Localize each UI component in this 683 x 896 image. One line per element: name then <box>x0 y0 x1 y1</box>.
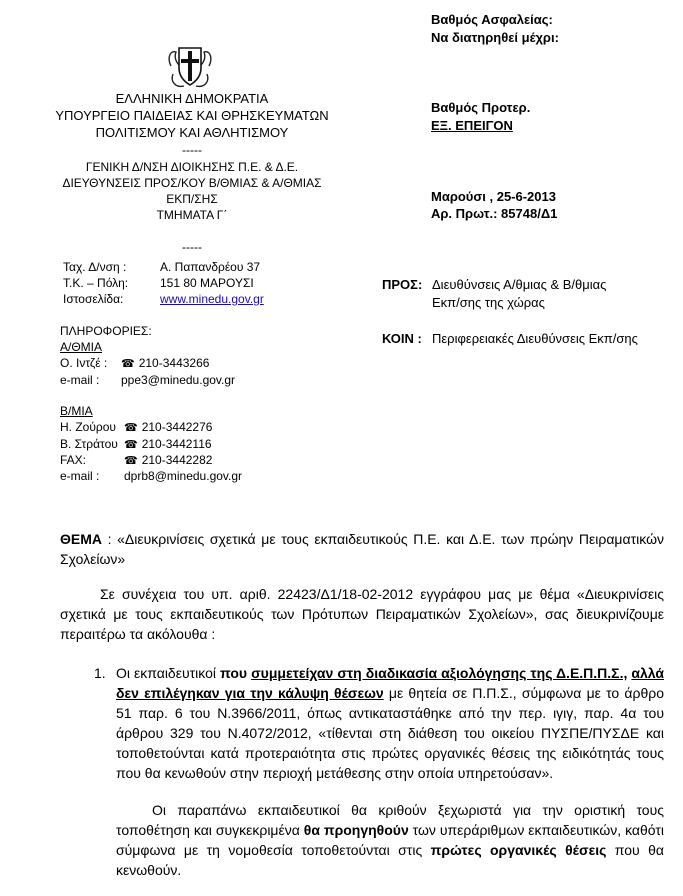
secondary-contact-name-2: Β. Στράτου <box>60 437 118 451</box>
subject-label: ΘΕΜΑ <box>60 531 102 547</box>
fax-label: FAX: <box>60 453 87 467</box>
priority-label: Βαθμός Προτερ. <box>431 100 531 115</box>
department-line-1: ΓΕΝΙΚΗ Δ/ΝΣΗ ΔΙΟΙΚΗΣΗΣ Π.Ε. & Δ.Ε. <box>85 160 299 174</box>
subject <box>60 529 664 569</box>
secondary-email-label: e-mail : <box>60 469 100 483</box>
website-label: Ιστοσελίδα: <box>63 292 124 306</box>
p2-text-c: των υπεράριθμων εκπαιδευτικών, καθότι σύμφωνα με τη νομοθεσία τοποθετούνται στις <box>116 822 664 858</box>
primary-email-label: e-mail : <box>60 373 100 387</box>
subject-text: : «Διευκρινίσεις σχετικά με τους εκπαιδευτικούς Π.Ε. και Δ.Ε. των πρώην Πειραματικών Σχολείων» <box>60 531 664 567</box>
ministry-line-2: ΠΟΛΙΤΙΣΜΟΥ ΚΑΙ ΑΘΛΗΤΙΣΜΟΥ <box>95 125 289 140</box>
protocol-number: Αρ. Πρωτ.: 85748/Δ1 <box>431 206 558 221</box>
fax-number: ☎ 210-3442282 <box>124 453 212 469</box>
p2-text-d: πρώτες οργανικές θέσεις <box>430 842 607 858</box>
p2-text-a: Οι παραπάνω εκπαιδευτικοί θα κριθούν ξεχωριστά για την οριστική τους τοποθέτηση και συγκεκριμένα <box>116 802 664 838</box>
department-line-3: ΕΚΠ/ΣΗΣ <box>166 192 218 206</box>
street-value: Α. Παπανδρέου 37 <box>160 260 261 274</box>
item-1-text-a: Οι εκπαιδευτικοί <box>116 665 221 681</box>
item-1-paragraph <box>116 663 664 783</box>
ministry-line-1: ΥΠΟΥΡΓΕΙΟ ΠΑΙΔΕΙΑΣ ΚΑΙ ΘΡΗΣΚΕΥΜΑΤΩΝ <box>55 108 329 123</box>
retain-until-label: Να διατηρηθεί μέχρι: <box>431 30 559 45</box>
item-1-text-b: που <box>220 665 248 681</box>
department-line-4: ΤΜΗΜΑΤΑ Γ΄ <box>156 208 228 222</box>
info-title: ΠΛΗΡΟΦΟΡΙΕΣ: <box>60 324 152 338</box>
coat-of-arms-icon <box>168 44 212 95</box>
street-label: Ταχ. Δ/νση : <box>63 260 127 274</box>
to-line-2: Εκπ/σης της χώρας <box>432 295 545 310</box>
secondary-email: dprb8@minedu.gov.gr <box>124 469 243 483</box>
secondary-phone-1: ☎ 210-3442276 <box>124 420 212 436</box>
cc-label: ΚΟΙΝ : <box>382 331 422 346</box>
separator: ----- <box>182 143 202 157</box>
website-link[interactable]: www.minedu.gov.gr <box>160 292 264 306</box>
department-line-2: ΔΙΕΥΘΥΝΣΕΙΣ ΠΡΟΣ/ΚΟΥ Β/ΘΜΙΑΣ & Α/ΘΜΙΑΣ <box>62 176 322 190</box>
to-line-1: Διευθύνσεις Α/θμιας & Β/θμιας <box>432 277 607 292</box>
item-1-followup-paragraph <box>116 800 664 880</box>
secondary-phone-2: ☎ 210-3442116 <box>124 437 212 453</box>
intro-paragraph: Σε συνέχεια του υπ. αριθ. 22423/Δ1/18-02-2012 εγγράφου μας με θέμα «Διευκρινίσεις σχετικά με τους εκπαιδευτικούς των Πρότυπων Πειραματικών Σχολείων», σας διευκρινίζουμε περαιτέρω τα ακόλουθα : <box>60 586 664 642</box>
primary-heading: Α/ΘΜΙΑ <box>60 340 103 354</box>
primary-phone: ☎ 210-3443266 <box>121 356 209 372</box>
p2-text-b: θα προηγηθούν <box>303 822 409 838</box>
to-label: ΠΡΟΣ: <box>382 277 423 292</box>
zip-city-value: 151 80 ΜΑΡΟΥΣΙ <box>160 276 254 290</box>
republic-title: ΕΛΛΗΝΙΚΗ ΔΗΜΟΚΡΑΤΙΑ <box>115 91 269 106</box>
item-1-text-d: συμμετείχαν στη διαδικασία αξιολόγησης της Δ.Ε.Π.Π.Σ., <box>251 665 628 681</box>
security-level-label: Βαθμός Ασφαλείας: <box>431 12 553 27</box>
priority-value: ΕΞ. ΕΠΕΙΓΟΝ <box>431 118 513 133</box>
cc-value: Περιφερειακές Διευθύνσεις Εκπ/σης <box>432 331 638 346</box>
primary-email: ppe3@minedu.gov.gr <box>121 373 236 387</box>
p2-text-e: που θα κενωθούν. <box>116 842 664 878</box>
secondary-heading: Β/ΜΙΑ <box>60 404 93 418</box>
document-date: Μαρούσι , 25-6-2013 <box>431 189 556 204</box>
separator: ----- <box>182 240 202 254</box>
zip-city-label: Τ.Κ. – Πόλη: <box>63 276 129 290</box>
primary-contact-name: Ο. Ιντζέ : <box>60 356 108 370</box>
item-1-text-e: αλλά δεν επιλέγηκαν για την κάλυψη θέσεων <box>116 665 665 701</box>
secondary-contact-name-1: Η. Ζούρου <box>60 420 116 434</box>
item-number: 1. <box>94 665 106 681</box>
item-1-text-f: με θητεία σε Π.Π.Σ., σύμφωνα με το άρθρο 51 παρ. 6 του Ν.3966/2011, όπως αντικαταστάθηκε από την περ. ιγιγ, παρ. 4α του άρθρου 329 του Ν.4072/2012, «τίθενται στη διάθεση του οικείου ΠΥΣΠΕ/ΠΥΣΔΕ και τοποθετούνται κατά προτεραιότητα στις πρώτες οργανικές θέσεις της ειδικότητάς τους που θα κενωθούν στην περιοχή μετάθεσης στην οποία υπηρετούσαν». <box>116 685 664 781</box>
